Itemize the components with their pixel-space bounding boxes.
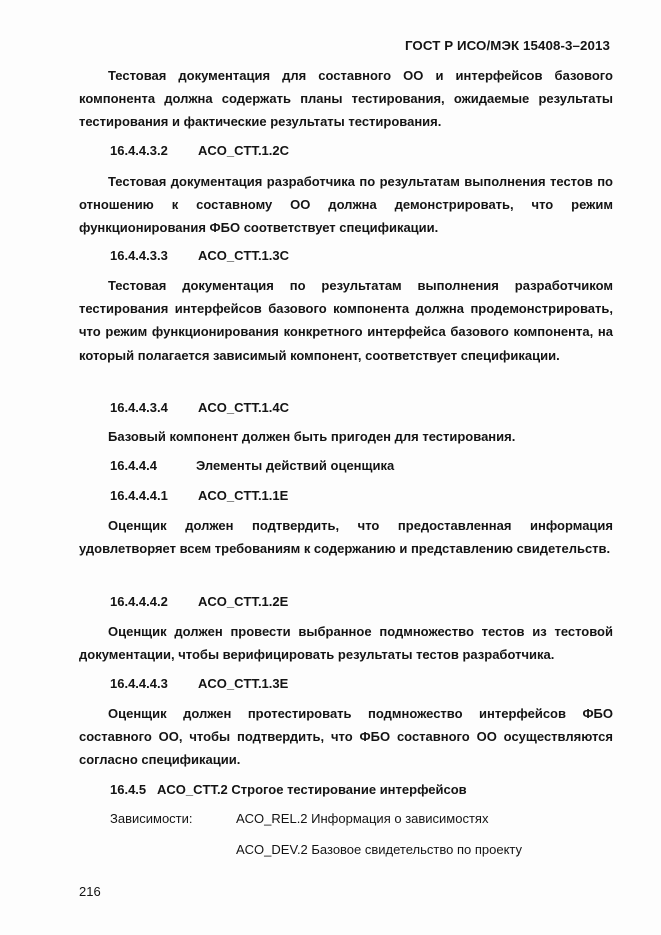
section-heading [110,400,289,415]
dependencies-label: Зависимости: [110,811,193,826]
paragraph-text: Оценщик должен протестировать подмножество интерфейсов ФБО составного ОО, чтобы подтвердить, что ФБО составного ОО осуществляются согласно спецификации. [79,706,613,768]
section-title: Элементы действий оценщика [196,458,395,473]
section-heading [110,248,289,263]
paragraph-text: Тестовая документация разработчика по результатам выполнения тестов по отношению к составному ОО должна демонстрировать, что режим функционирования ФБО соответствует спецификации. [79,174,613,236]
section-title: ACO_CTT.1.3E [198,676,289,691]
section-heading [110,143,289,158]
section-number: 16.4.4.4 [110,458,157,473]
section-number: 16.4.4.4.3 [110,676,168,691]
section-heading [110,458,394,473]
section-title: ACO_CTT.1.2E [198,594,289,609]
section-number: 16.4.4.4.1 [110,488,168,503]
paragraph [79,620,613,666]
section-number: 16.4.4.3.4 [110,400,168,415]
paragraph [79,425,613,448]
section-heading [110,782,467,797]
section-title: ACO_CTT.1.3C [198,248,290,263]
section-number: 16.4.4.3.2 [110,143,168,158]
section-title: ACO_CTT.1.2C [198,143,290,158]
dependency-item: ACO_DEV.2 Базовое свидетельство по проекту [236,842,522,857]
section-number: 16.4.4.4.2 [110,594,168,609]
section-heading [110,676,288,691]
paragraph-text: Оценщик должен подтвердить, что предоставленная информация удовлетворяет всем требованиям к содержанию и представлению свидетельств. [79,518,613,557]
paragraph [79,64,613,134]
section-title: ACO_CTT.1.4C [198,400,290,415]
paragraph [79,702,613,772]
section-heading [110,488,288,503]
paragraph-text: Тестовая документация для составного ОО и интерфейсов базового компонента должна содержать планы тестирования, ожидаемые результаты тестирования и фактические результаты тестирования. [79,68,613,130]
paragraph-text: Базовый компонент должен быть пригоден для тестирования. [108,429,516,444]
section-number: 16.4.4.3.3 [110,248,168,263]
paragraph-text: Оценщик должен провести выбранное подмножество тестов из тестовой документации, чтобы верифицировать результаты тестов разработчика. [79,624,613,663]
dependency-item: ACO_REL.2 Информация о зависимостях [236,811,489,826]
section-title: ACO_CTT.1.1E [198,488,289,503]
section-number: 16.4.5 [110,782,147,797]
section-heading [110,594,288,609]
document-header: ГОСТ Р ИСО/МЭК 15408-3–2013 [404,38,610,53]
paragraph [79,170,613,240]
paragraph [79,514,613,560]
page-number: 216 [79,884,101,899]
paragraph-text: Тестовая документация по результатам выполнения разработчиком тестирования интерфейсов базового компонента должна продемонстрировать, что режим функционирования конкретного интерфейса базового компонента, на который полагается зависимый компонент, соответствует спецификации. [79,278,613,363]
paragraph [79,274,613,367]
section-title: ACO_CTT.2 Строгое тестирование интерфейсов [157,782,467,797]
